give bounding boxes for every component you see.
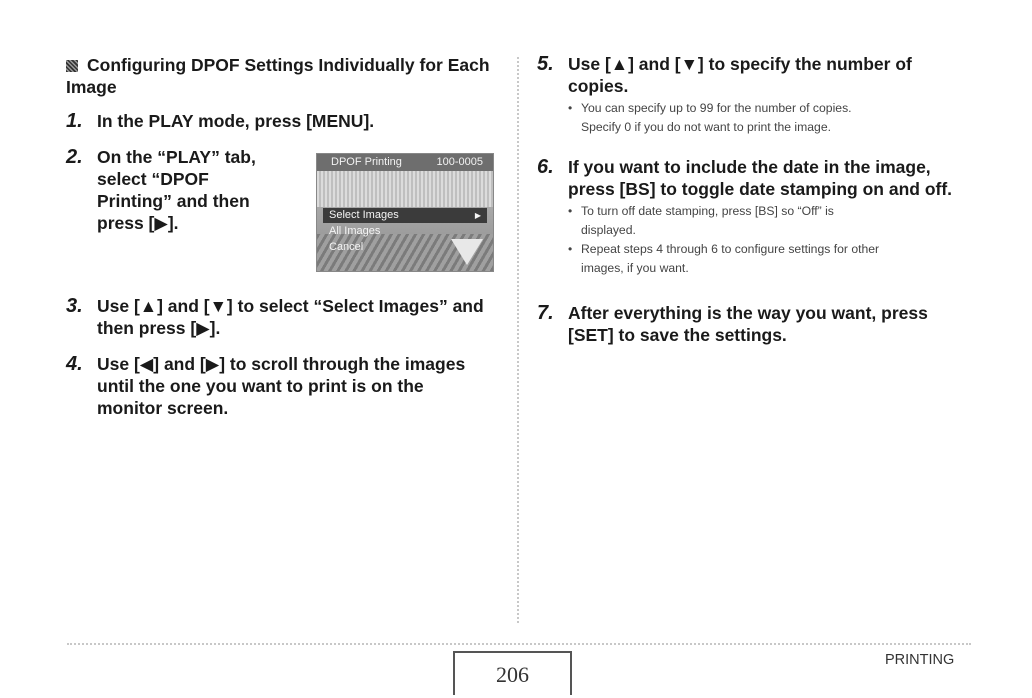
screen-option-select-images: Select Images ▶ [323, 208, 487, 223]
step-1-text: In the PLAY mode, press [MENU]. [97, 111, 375, 131]
step-4-line-2: until the one you want to print is on the [97, 376, 424, 396]
step-7-line-1: After everything is the way you want, press [568, 303, 928, 323]
screen-title: DPOF Printing [331, 156, 402, 168]
bullet-item: • To turn off date stamping, press [BS] so “Off” is displayed. [568, 202, 988, 240]
step-7-number: 7. [537, 302, 554, 324]
bullet-item: • You can specify up to 99 for the number of copies. Specify 0 if you do not want to print the image. [568, 99, 988, 137]
step-5-number: 5. [537, 53, 554, 75]
section-heading [66, 54, 496, 98]
screen-background [317, 171, 493, 207]
step-2-line-3: Printing” and then [97, 191, 250, 211]
step-5 [537, 53, 977, 99]
step-7 [537, 302, 977, 348]
page-number: 206 [453, 651, 572, 695]
step-2-line-1: On the “PLAY” tab, [97, 147, 256, 167]
screen-option-cancel: Cancel [329, 241, 364, 253]
step-3 [66, 295, 506, 341]
step-6 [537, 156, 997, 202]
step-4-line-1: Use [◀] and [▶] to scroll through the images [97, 354, 466, 374]
step-5-line-2: copies. [568, 76, 629, 96]
step-4 [66, 353, 506, 421]
step-3-line-2: then press [▶]. [97, 318, 221, 338]
screen-down-arrow-icon [451, 239, 483, 265]
camera-screen-image [316, 153, 494, 272]
step-3-number: 3. [66, 295, 83, 317]
step-6-number: 6. [537, 156, 554, 178]
step-6-line-1: If you want to include the date in the image, [568, 157, 931, 177]
step-4-line-3: monitor screen. [97, 398, 229, 418]
step-2-line-4: press [▶]. [97, 213, 179, 233]
screen-file-number: 100-0005 [436, 156, 483, 168]
step-2-number: 2. [66, 146, 83, 168]
section-heading-text: Configuring DPOF Settings Individually for Each Image [66, 55, 490, 97]
heading-marker-icon [66, 60, 78, 72]
step-5-line-1: Use [▲] and [▼] to specify the number of [568, 54, 912, 74]
step-7-line-2: [SET] to save the settings. [568, 325, 787, 345]
footer-divider [67, 643, 971, 645]
step-1 [66, 110, 496, 134]
step-5-notes [568, 99, 988, 137]
step-6-notes [568, 202, 988, 278]
bullet-item: • Repeat steps 4 through 6 to configure settings for other images, if you want. [568, 240, 988, 278]
step-2-line-2: select “DPOF [97, 169, 209, 189]
step-2 [66, 146, 306, 236]
column-divider [517, 57, 519, 623]
screen-option-all-images: All Images [329, 225, 381, 237]
step-3-line-1: Use [▲] and [▼] to select “Select Images” and [97, 296, 484, 316]
section-name: PRINTING [885, 652, 955, 668]
step-6-line-2: press [BS] to toggle date stamping on and off. [568, 179, 953, 199]
screen-right-arrow-icon: ▶ [474, 211, 481, 220]
step-4-number: 4. [66, 353, 83, 375]
screen-title-bar [317, 154, 493, 171]
step-1-number: 1. [66, 110, 83, 132]
